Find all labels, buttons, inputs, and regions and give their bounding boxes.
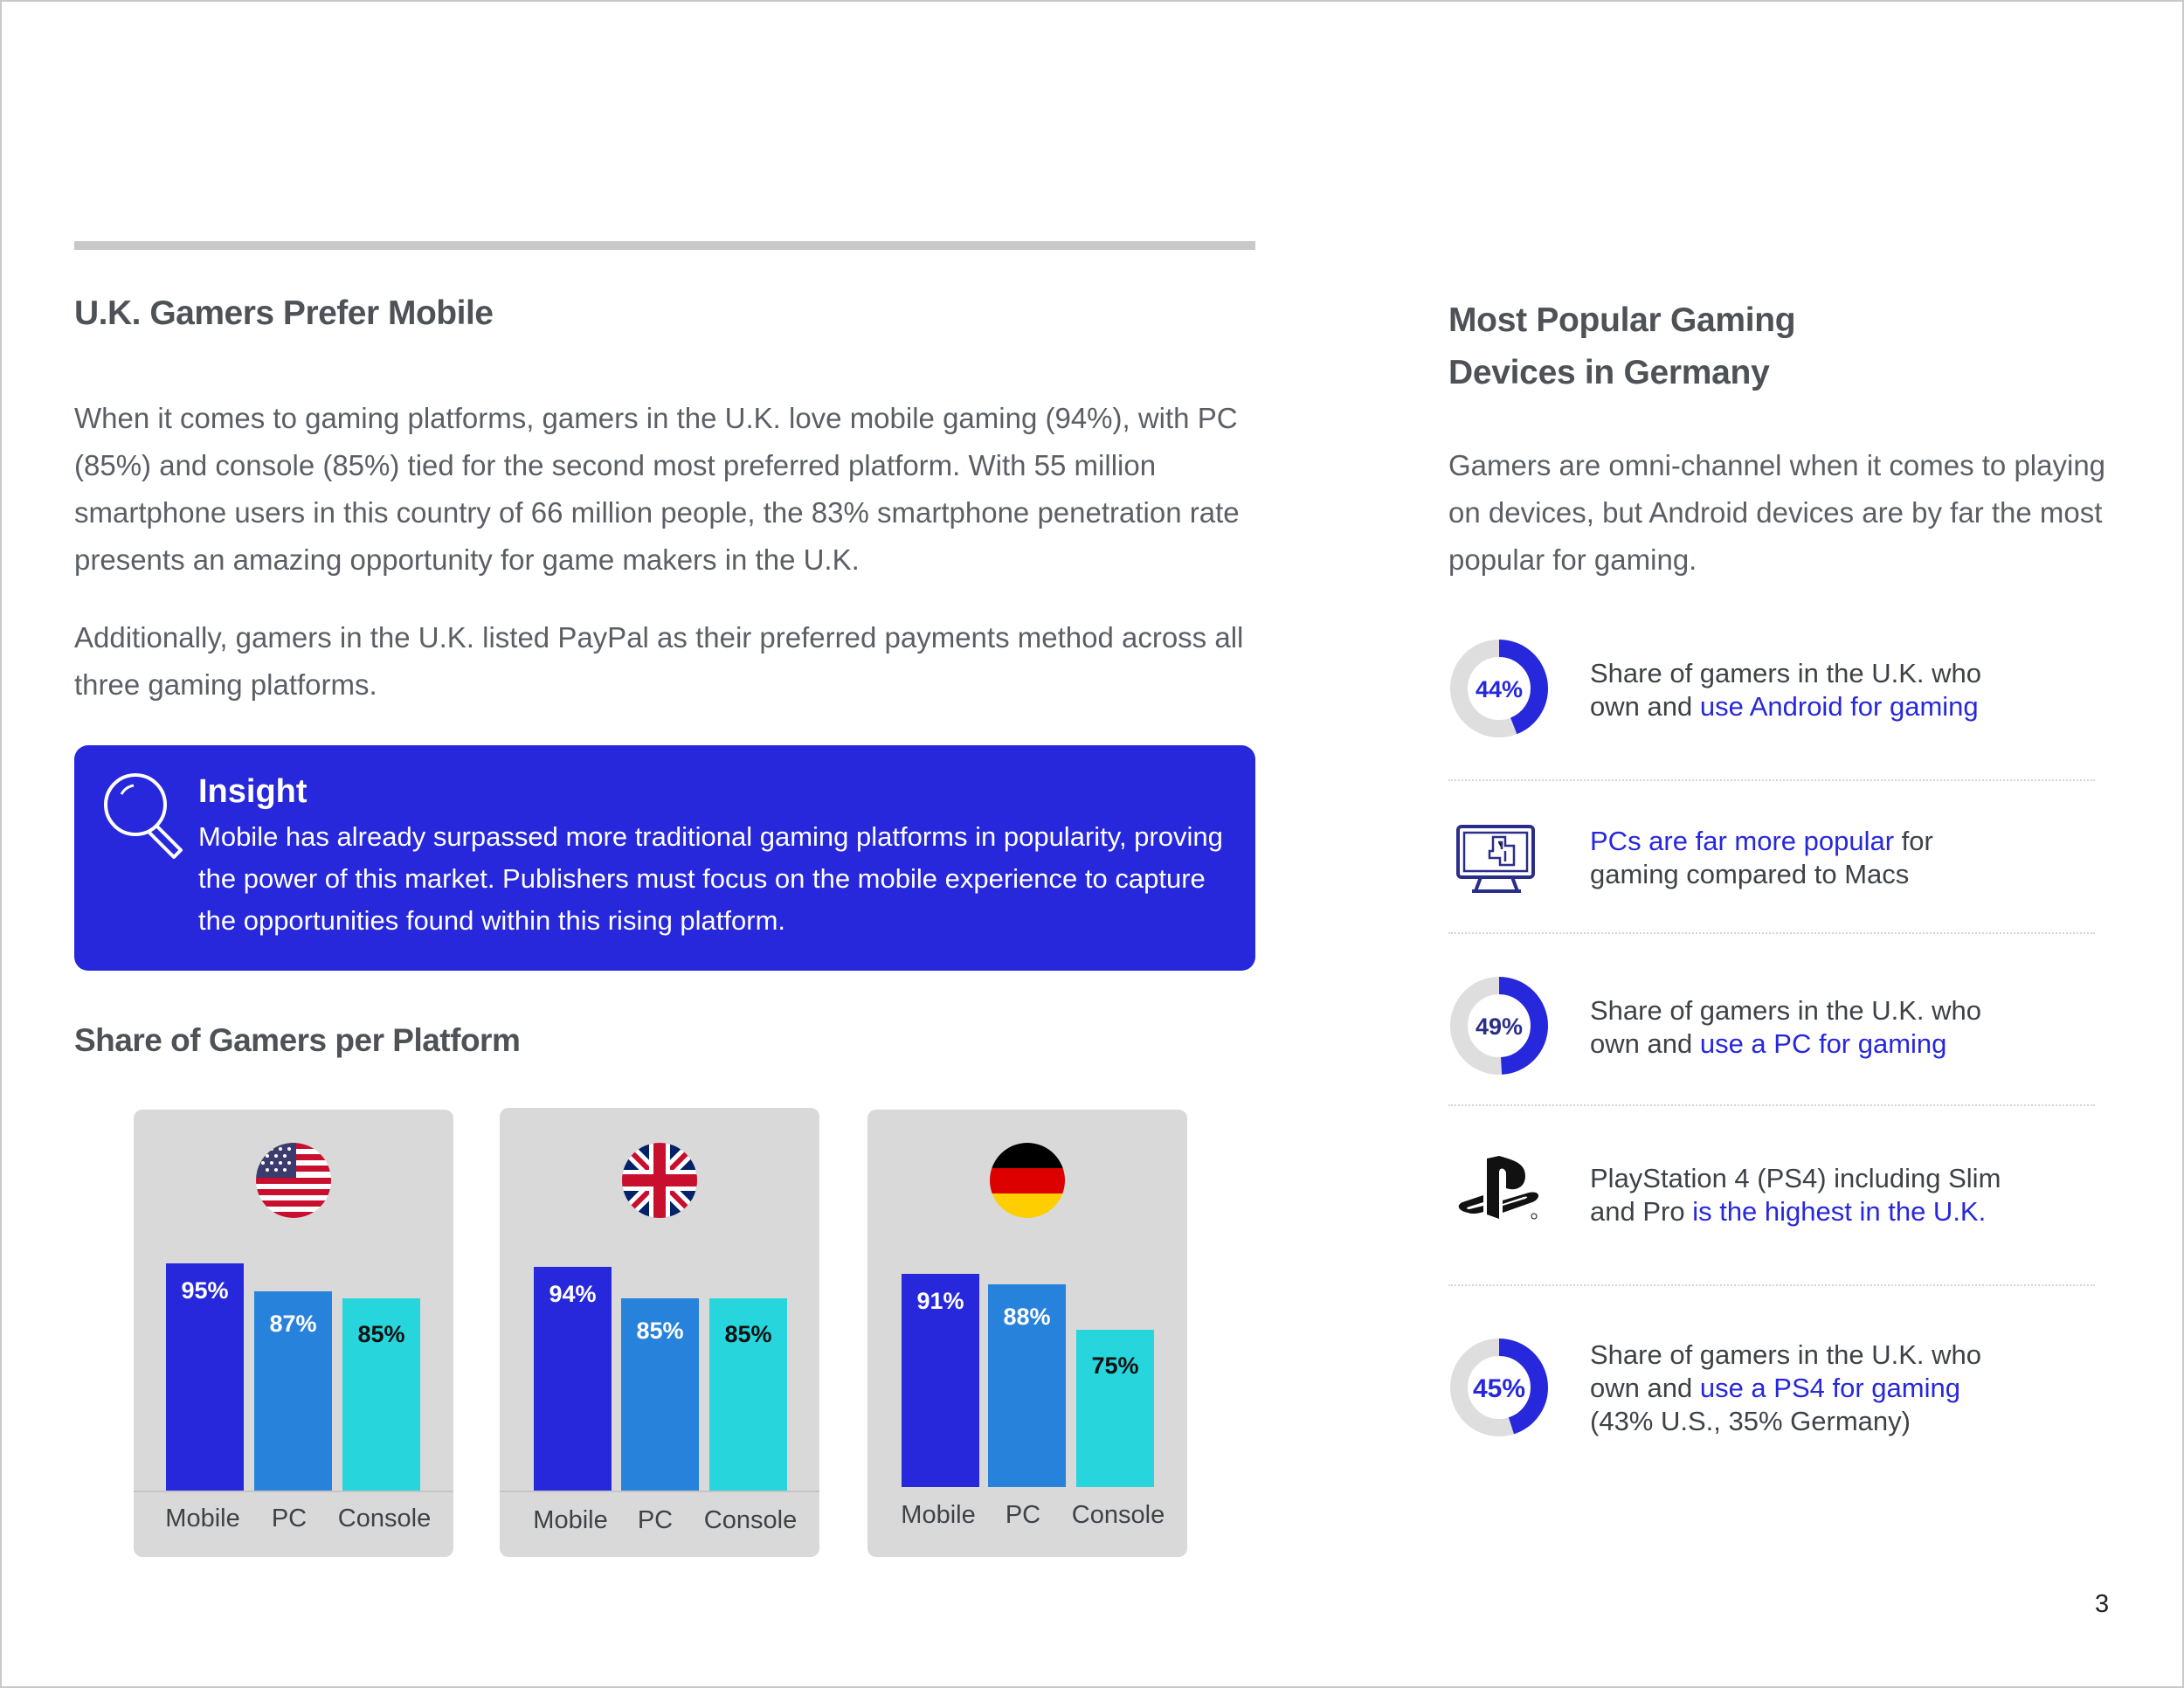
stat-text: own and bbox=[1590, 1028, 1700, 1059]
uk-flag-icon bbox=[622, 1143, 697, 1218]
divider bbox=[1448, 1104, 2095, 1106]
stat-line: (43% U.S., 35% Germany) bbox=[1590, 1406, 1911, 1436]
stat-line: Share of gamers in the U.K. who bbox=[1590, 658, 1982, 688]
donut-value: 49% bbox=[1475, 1013, 1524, 1040]
stat-pc-popular bbox=[1590, 825, 2132, 891]
pc-monitor-icon bbox=[1455, 823, 1538, 895]
chart-baseline bbox=[500, 1491, 819, 1492]
stat-line bbox=[1590, 690, 2132, 723]
bar-us-pc bbox=[254, 1291, 332, 1491]
us-flag-icon bbox=[256, 1143, 331, 1218]
chart-panel-germany bbox=[867, 1110, 1187, 1557]
top-rule bbox=[74, 241, 1255, 250]
stat-line: gaming compared to Macs bbox=[1590, 859, 1910, 889]
pc-share-donut-icon bbox=[1448, 975, 1550, 1076]
bar-label: 94% bbox=[549, 1281, 597, 1307]
bar-uk-mobile bbox=[534, 1267, 612, 1491]
stat-text: own and bbox=[1590, 1373, 1700, 1403]
divider bbox=[1448, 779, 2095, 781]
chart-title: Share of Gamers per Platform bbox=[74, 1022, 521, 1058]
chart-baseline bbox=[134, 1491, 453, 1492]
donut-value: 44% bbox=[1475, 676, 1524, 702]
stat-line: PlayStation 4 (PS4) including Slim bbox=[1590, 1163, 2001, 1193]
section-title: U.K. Gamers Prefer Mobile bbox=[74, 294, 494, 332]
stat-highlight: use a PS4 for gaming bbox=[1699, 1373, 1960, 1403]
stat-highlight: use a PC for gaming bbox=[1699, 1028, 1947, 1059]
stat-line: Share of gamers in the U.K. who bbox=[1590, 1339, 1982, 1370]
stat-highlight: is the highest in the U.K. bbox=[1692, 1196, 1987, 1227]
x-label-console: Console bbox=[337, 1505, 432, 1532]
divider bbox=[1448, 932, 2095, 934]
bar-label: 87% bbox=[269, 1311, 317, 1337]
right-title-line2: Devices in Germany bbox=[1448, 354, 1770, 391]
chart-panel-us bbox=[134, 1110, 453, 1557]
right-title bbox=[1448, 294, 1795, 399]
bar-label: 91% bbox=[916, 1288, 964, 1314]
x-label-mobile: Mobile bbox=[165, 1505, 240, 1532]
insight-title: Insight bbox=[198, 773, 308, 810]
stat-line bbox=[1590, 1372, 2132, 1405]
x-label-mobile: Mobile bbox=[901, 1501, 976, 1529]
bar-label: 95% bbox=[181, 1277, 229, 1304]
x-label-pc: PC bbox=[271, 1505, 308, 1532]
stat-pc-share bbox=[1590, 994, 2132, 1061]
bar-label: 85% bbox=[636, 1318, 684, 1344]
x-label-pc: PC bbox=[1005, 1501, 1041, 1529]
bar-de-console bbox=[1076, 1330, 1154, 1487]
stat-ps4 bbox=[1590, 1162, 2132, 1228]
paypal-paragraph: Additionally, gamers in the U.K. listed PayPal as their preferred payments method across all three gaming platforms. bbox=[74, 621, 1244, 701]
x-label-pc: PC bbox=[637, 1506, 674, 1534]
stat-text: for bbox=[1894, 826, 1933, 856]
stat-text: own and bbox=[1590, 691, 1700, 722]
ps4-share-donut-icon bbox=[1448, 1337, 1550, 1438]
stat-line bbox=[1590, 1195, 2132, 1228]
android-share-donut-icon bbox=[1448, 638, 1550, 739]
bar-de-mobile bbox=[902, 1274, 979, 1487]
bar-us-mobile bbox=[166, 1263, 244, 1491]
stat-highlight: use Android for gaming bbox=[1699, 691, 1979, 722]
magnifier-icon bbox=[99, 768, 195, 864]
right-paragraph: Gamers are omni-channel when it comes to playing on devices, but Android devices are by far the most popular for gaming. bbox=[1448, 449, 2106, 576]
x-label-console: Console bbox=[1071, 1501, 1165, 1529]
stat-line: Share of gamers in the U.K. who bbox=[1590, 995, 1982, 1026]
germany-flag-icon bbox=[990, 1143, 1065, 1218]
insight-text: Mobile has already surpassed more traditional gaming platforms in popularity, proving the power of this market. Publishers must focus on the mobile experience to capture the opportunities found within this rising platform. bbox=[198, 821, 1223, 936]
stat-highlight: PCs are far more popular bbox=[1590, 826, 1895, 856]
stat-ps4-share bbox=[1590, 1339, 2132, 1438]
bar-uk-pc bbox=[621, 1298, 699, 1491]
bar-us-console bbox=[342, 1298, 420, 1491]
playstation-icon bbox=[1457, 1155, 1541, 1225]
insight-callout bbox=[74, 745, 1255, 971]
bar-label: 75% bbox=[1091, 1352, 1139, 1379]
intro-paragraph: When it comes to gaming platforms, gamers in the U.K. love mobile gaming (94%), with PC (85%) and console (85%) tied for the second most preferred platform. With 55 million smartphone users in this country of 66 million people, the 83% smartphone penetration rate presents an amazing opportunity for game makers in the U.K. bbox=[74, 402, 1240, 576]
bar-label: 85% bbox=[357, 1321, 405, 1347]
stat-text: and Pro bbox=[1590, 1196, 1693, 1227]
stat-line bbox=[1590, 825, 2132, 858]
stat-line bbox=[1590, 1027, 2132, 1061]
stat-android bbox=[1590, 657, 2132, 723]
bar-uk-console bbox=[709, 1298, 787, 1491]
right-title-line1: Most Popular Gaming bbox=[1448, 301, 1796, 339]
x-label-console: Console bbox=[703, 1506, 798, 1534]
donut-value: 45% bbox=[1472, 1374, 1526, 1403]
bar-label: 88% bbox=[1003, 1304, 1051, 1330]
x-label-mobile: Mobile bbox=[533, 1506, 608, 1534]
divider bbox=[1448, 1284, 2095, 1286]
chart-panel-uk bbox=[500, 1108, 819, 1557]
page-number: 3 bbox=[2095, 1590, 2110, 1618]
bar-label: 85% bbox=[724, 1321, 772, 1347]
bar-de-pc bbox=[988, 1284, 1066, 1487]
